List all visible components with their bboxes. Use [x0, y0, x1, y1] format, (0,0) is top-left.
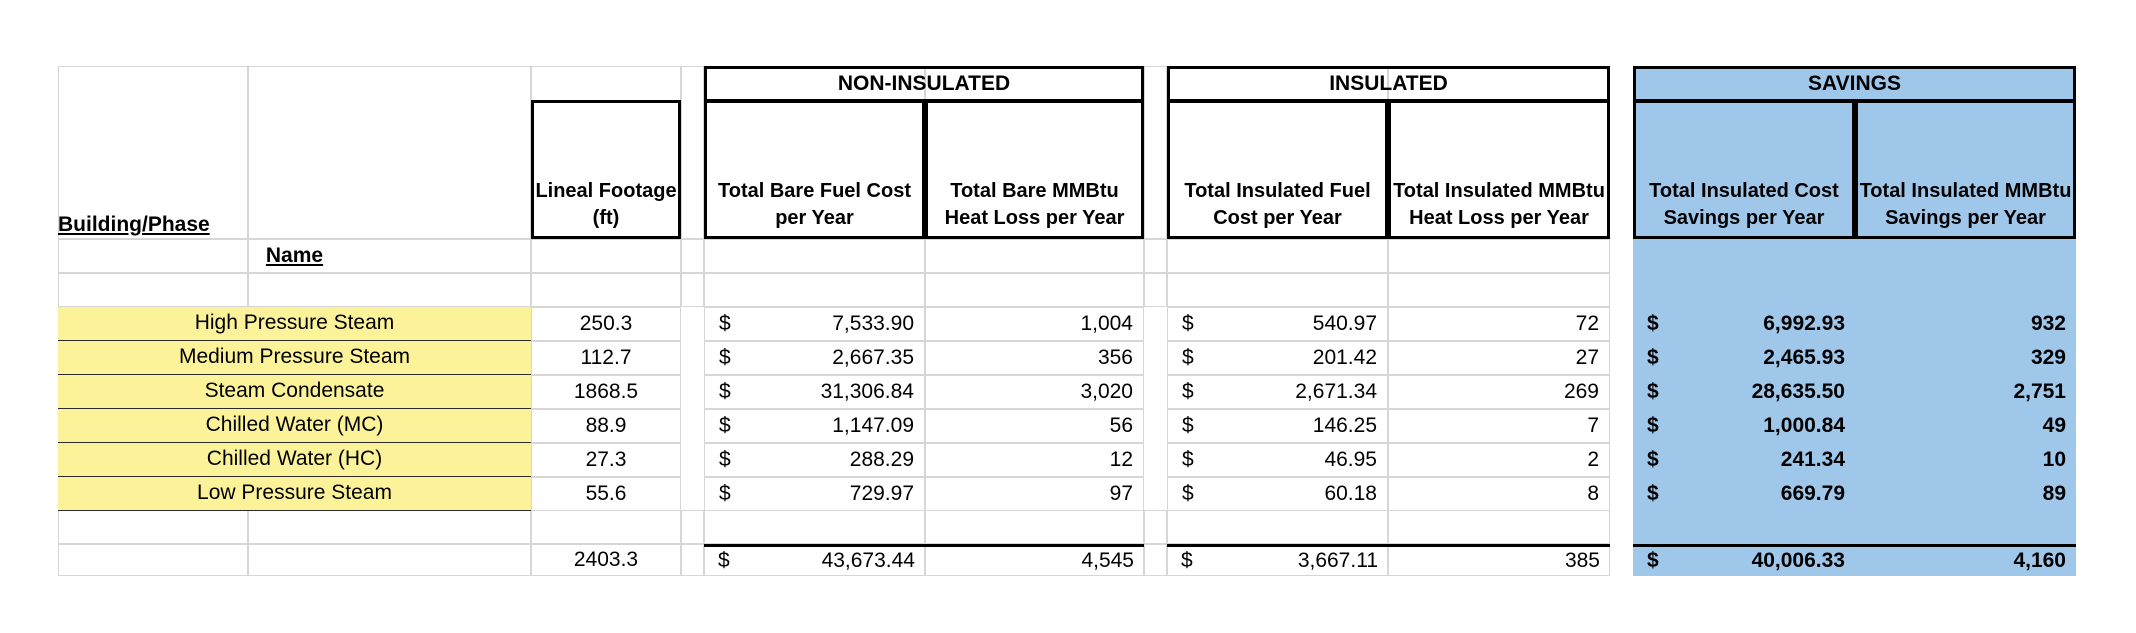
- grid-cell: [531, 239, 681, 273]
- currency-symbol: $: [1182, 379, 1194, 403]
- table-row-name: [58, 477, 531, 511]
- row-name: Chilled Water (HC): [206, 447, 383, 471]
- row-name: High Pressure Steam: [194, 311, 395, 335]
- name-label: Name: [265, 243, 324, 267]
- currency-symbol: $: [1647, 379, 1659, 403]
- table-row-name: [58, 409, 531, 443]
- insulated-cost-cell: [1167, 307, 1388, 341]
- currency-symbol: $: [719, 345, 731, 369]
- savings-cost-header: [1633, 100, 1855, 239]
- lineal-footage-cell: [531, 409, 681, 443]
- insulated-cost-cell-value: 201.42: [1312, 345, 1377, 369]
- grid-cell: [248, 544, 531, 576]
- grid-cell: [1144, 239, 1167, 273]
- insulated-group-header: [1167, 66, 1610, 102]
- insulated-mmbtu-cell-value: 2: [1587, 447, 1599, 471]
- currency-symbol: $: [1647, 447, 1659, 471]
- currency-symbol: $: [718, 549, 730, 573]
- savings-cost-cell-value: 241.34: [1780, 447, 1845, 471]
- grid-cell: [681, 239, 704, 273]
- insulated-cost-cell-value: 60.18: [1324, 481, 1377, 505]
- currency-symbol: $: [719, 379, 731, 403]
- bare-cost-cell: [704, 477, 925, 511]
- savings-mmbtu-cell-value: 932: [2030, 311, 2066, 335]
- currency-symbol: $: [719, 447, 731, 471]
- bare-cost-cell: [704, 307, 925, 341]
- lineal-footage-cell-value: 27.3: [585, 447, 627, 471]
- grid-cell: [925, 510, 1144, 544]
- currency-symbol: $: [1647, 413, 1659, 437]
- grid-cell: [1388, 273, 1610, 307]
- insulated-mmbtu-cell: [1388, 341, 1610, 375]
- savings-mmbtu-cell: [1855, 477, 2076, 511]
- savings-cost-cell-value: 2,465.93: [1763, 345, 1845, 369]
- savings-label: SAVINGS: [1808, 71, 1901, 95]
- total-savings-cost-cell: [1633, 544, 1855, 576]
- currency-symbol: $: [1647, 481, 1659, 505]
- bare-mmbtu-cell-value: 356: [1097, 345, 1133, 369]
- bare-mmbtu-header-line1: Total Bare MMBtu: [950, 180, 1119, 202]
- lineal-footage-cell: [531, 477, 681, 511]
- currency-symbol: $: [1647, 345, 1659, 369]
- bare-mmbtu-cell-value: 3,020: [1080, 379, 1133, 403]
- insulated-mmbtu-cell: [1388, 307, 1610, 341]
- insulated-fuel-cost-header-line1: Total Insulated Fuel: [1184, 180, 1371, 202]
- currency-symbol: $: [1647, 549, 1659, 573]
- insulated-mmbtu-header-line2: Heat Loss per Year: [1409, 207, 1589, 229]
- grid-cell: [1144, 544, 1167, 576]
- table-row-name: [58, 443, 531, 477]
- insulated-cost-cell-value: 2,671.34: [1295, 379, 1377, 403]
- insulated-mmbtu-cell-value: 7: [1587, 413, 1599, 437]
- insulated-fuel-cost-header: [1167, 100, 1388, 239]
- lineal-footage-line1: Lineal Footage: [535, 180, 677, 202]
- insulated-mmbtu-cell-value: 8: [1587, 481, 1599, 505]
- currency-symbol: $: [719, 311, 731, 335]
- savings-mmbtu-header: [1855, 100, 2076, 239]
- savings-mmbtu-cell-value: 89: [2042, 481, 2066, 505]
- bare-fuel-cost-header: [704, 100, 925, 239]
- lineal-footage-cell-value: 250.3: [579, 311, 633, 335]
- total-bare-mmbtu-cell: [925, 544, 1144, 576]
- grid-cell: [681, 510, 704, 544]
- total-savings-mmbtu-cell: [1855, 544, 2076, 576]
- savings-cost-cell: [1633, 341, 1855, 375]
- insulated-cost-cell-value: 146.25: [1312, 413, 1377, 437]
- savings-cost-cell-value: 6,992.93: [1763, 311, 1845, 335]
- total-insulated-cost-cell: [1167, 544, 1388, 576]
- insulated-cost-cell-value: 540.97: [1312, 311, 1377, 335]
- savings-mmbtu-header-line2: Savings per Year: [1885, 207, 2046, 229]
- currency-symbol: $: [719, 481, 731, 505]
- bare-cost-cell: [704, 375, 925, 409]
- grid-cell: [531, 510, 681, 544]
- bare-cost-cell-value: 2,667.35: [832, 345, 914, 369]
- insulated-fuel-cost-header-line2: Cost per Year: [1213, 207, 1342, 229]
- grid-cell: [1144, 66, 1167, 239]
- grid-cell: [704, 239, 925, 273]
- non-insulated-label: NON-INSULATED: [837, 71, 1011, 95]
- table-row-name: [58, 375, 531, 409]
- savings-mmbtu-cell: [1855, 375, 2076, 409]
- insulated-cost-cell: [1167, 443, 1388, 477]
- total-footage-value: 2403.3: [573, 547, 639, 571]
- lineal-footage-cell: [531, 341, 681, 375]
- row-name: Steam Condensate: [204, 379, 385, 403]
- total-bare-cost-cell: [704, 544, 925, 576]
- savings-mmbtu-cell: [1855, 307, 2076, 341]
- lineal-footage-cell-value: 55.6: [585, 481, 627, 505]
- total-bare-cost-cell-value: 43,673.44: [821, 549, 915, 573]
- total-insulated-mmbtu-cell-value: 385: [1564, 549, 1600, 573]
- lineal-footage-line2: (ft): [592, 207, 620, 229]
- grid-cell: [1388, 239, 1610, 273]
- insulated-cost-cell: [1167, 409, 1388, 443]
- grid-cell: [681, 273, 704, 307]
- savings-mmbtu-cell-value: 329: [2030, 345, 2066, 369]
- row-name: Medium Pressure Steam: [178, 345, 411, 369]
- bare-fuel-cost-header-line2: per Year: [775, 207, 854, 229]
- insulated-mmbtu-cell: [1388, 409, 1610, 443]
- grid-cell: [58, 510, 248, 544]
- savings-cost-cell-value: 1,000.84: [1763, 413, 1845, 437]
- grid-cell: [531, 273, 681, 307]
- grid-cell: [681, 544, 704, 576]
- insulated-mmbtu-cell: [1388, 443, 1610, 477]
- savings-cost-cell: [1633, 409, 1855, 443]
- building-phase-header: [58, 66, 531, 239]
- grid-cell: [1388, 510, 1610, 544]
- grid-cell: [248, 510, 531, 544]
- table-row-name: [58, 341, 531, 375]
- bare-cost-cell: [704, 443, 925, 477]
- bare-cost-cell-value: 729.97: [849, 481, 914, 505]
- currency-symbol: $: [1182, 413, 1194, 437]
- grid-cell: [248, 273, 531, 307]
- bare-mmbtu-cell-value: 97: [1109, 481, 1133, 505]
- total-insulated-mmbtu-cell: [1388, 544, 1610, 576]
- bare-cost-cell: [704, 409, 925, 443]
- savings-cost-header-line1: Total Insulated Cost: [1649, 180, 1839, 202]
- grid-cell: [704, 273, 925, 307]
- bare-cost-cell-value: 31,306.84: [820, 379, 914, 403]
- lineal-footage-cell: [531, 375, 681, 409]
- bare-fuel-cost-header-line1: Total Bare Fuel Cost: [718, 180, 911, 202]
- savings-cost-cell: [1633, 477, 1855, 511]
- savings-cost-cell-value: 28,635.50: [1751, 379, 1845, 403]
- insulated-mmbtu-cell-value: 27: [1575, 345, 1599, 369]
- table-row-name: [58, 307, 531, 341]
- savings-cost-header-line2: Savings per Year: [1663, 207, 1825, 229]
- bare-mmbtu-cell-value: 12: [1109, 447, 1133, 471]
- bare-mmbtu-header: [925, 100, 1144, 239]
- grid-cell: [58, 273, 248, 307]
- currency-symbol: $: [1182, 481, 1194, 505]
- bare-mmbtu-cell: [925, 477, 1144, 511]
- bare-cost-cell-value: 7,533.90: [832, 311, 914, 335]
- savings-cost-cell: [1633, 307, 1855, 341]
- name-header: [58, 239, 531, 273]
- lineal-footage-cell-value: 88.9: [585, 413, 627, 437]
- bare-cost-cell-value: 1,147.09: [832, 413, 914, 437]
- savings-mmbtu-cell-value: 10: [2042, 447, 2066, 471]
- lineal-footage-header: [531, 100, 681, 239]
- insulated-cost-cell: [1167, 341, 1388, 375]
- bare-cost-cell-value: 288.29: [849, 447, 914, 471]
- bare-mmbtu-cell: [925, 409, 1144, 443]
- currency-symbol: $: [1182, 447, 1194, 471]
- grid-cell: [1167, 239, 1388, 273]
- savings-group-header: [1633, 66, 2076, 102]
- insulated-mmbtu-cell: [1388, 477, 1610, 511]
- insulated-mmbtu-header: [1388, 100, 1610, 239]
- non-insulated-group-header: [704, 66, 1144, 102]
- building-phase-label: Building/Phase: [58, 212, 210, 236]
- insulated-mmbtu-cell: [1388, 375, 1610, 409]
- grid-cell: [1144, 273, 1167, 307]
- grid-cell: [58, 544, 248, 576]
- savings-mmbtu-header-line1: Total Insulated MMBtu: [1859, 180, 2072, 202]
- bare-cost-cell: [704, 341, 925, 375]
- lineal-footage-cell: [531, 307, 681, 341]
- bare-mmbtu-cell: [925, 375, 1144, 409]
- total-insulated-cost-cell-value: 3,667.11: [1297, 549, 1378, 573]
- insulated-mmbtu-cell-value: 269: [1563, 379, 1599, 403]
- insulated-cost-cell-value: 46.95: [1324, 447, 1377, 471]
- insulated-label: INSULATED: [1329, 71, 1448, 95]
- lineal-footage-cell: [531, 443, 681, 477]
- grid-cell: [925, 239, 1144, 273]
- total-footage-cell: [531, 544, 681, 576]
- row-name: Low Pressure Steam: [197, 481, 392, 505]
- bare-mmbtu-header-line2: Heat Loss per Year: [944, 207, 1125, 229]
- bare-mmbtu-cell-value: 56: [1109, 413, 1133, 437]
- bare-mmbtu-cell: [925, 307, 1144, 341]
- savings-cost-cell: [1633, 443, 1855, 477]
- grid-cell: [1167, 510, 1388, 544]
- bare-mmbtu-cell-value: 1,004: [1080, 311, 1133, 335]
- grid-cell: [1144, 510, 1167, 544]
- savings-cost-cell: [1633, 375, 1855, 409]
- currency-symbol: $: [1647, 311, 1659, 335]
- savings-cost-cell-value: 669.79: [1780, 481, 1845, 505]
- total-savings-cost-cell-value: 40,006.33: [1751, 549, 1845, 573]
- insulated-cost-cell: [1167, 477, 1388, 511]
- savings-mmbtu-cell: [1855, 341, 2076, 375]
- currency-symbol: $: [719, 413, 731, 437]
- grid-cell: [925, 273, 1144, 307]
- lineal-footage-cell-value: 1868.5: [573, 379, 639, 403]
- insulated-cost-cell: [1167, 375, 1388, 409]
- savings-mmbtu-cell-value: 49: [2042, 413, 2066, 437]
- savings-mmbtu-cell: [1855, 409, 2076, 443]
- grid-cell: [704, 510, 925, 544]
- savings-mmbtu-cell-value: 2,751: [2013, 379, 2066, 403]
- lineal-footage-cell-value: 112.7: [580, 345, 632, 369]
- insulated-mmbtu-header-line1: Total Insulated MMBtu: [1393, 180, 1605, 202]
- currency-symbol: $: [1182, 311, 1194, 335]
- currency-symbol: $: [1182, 345, 1194, 369]
- row-name: Chilled Water (MC): [205, 413, 384, 437]
- grid-cell: [681, 66, 704, 239]
- total-savings-mmbtu-cell-value: 4,160: [2013, 549, 2066, 573]
- insulated-mmbtu-cell-value: 72: [1575, 311, 1599, 335]
- currency-symbol: $: [1181, 549, 1193, 573]
- bare-mmbtu-cell: [925, 443, 1144, 477]
- grid-cell: [1167, 273, 1388, 307]
- total-bare-mmbtu-cell-value: 4,545: [1081, 549, 1134, 573]
- savings-mmbtu-cell: [1855, 443, 2076, 477]
- bare-mmbtu-cell: [925, 341, 1144, 375]
